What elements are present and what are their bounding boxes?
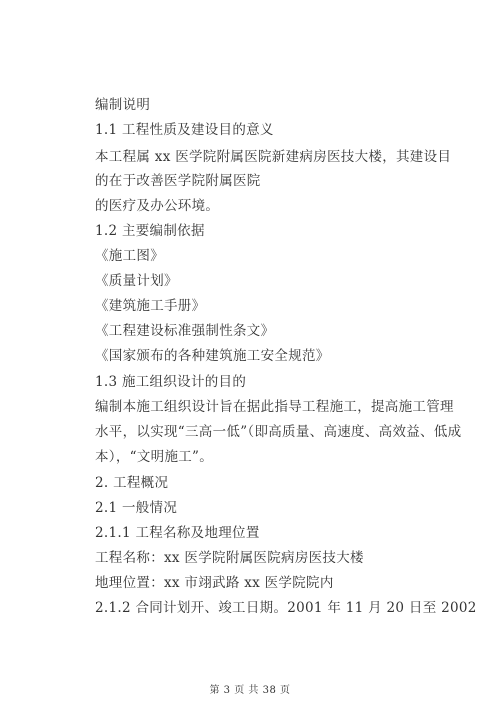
paragraph-line: 水平，以实现“三高一低”（即高质量、高速度、高效益、低成 — [95, 424, 462, 440]
paragraph-line: 本工程属 xx 医学院附属医院新建病房医技大楼，其建设目 — [95, 149, 452, 165]
reference-item: 《建筑施工手册》 — [95, 298, 206, 314]
paragraph-line: 的在于改善医学院附属医院 — [95, 173, 261, 189]
reference-item: 《国家颁布的各种建筑施工安全规范》 — [95, 348, 330, 364]
reference-item: 《施工图》 — [95, 248, 164, 264]
heading-compile-notes: 编制说明 — [95, 97, 151, 113]
section-heading-1-3: 1.3 施工组织设计的目的 — [95, 374, 247, 390]
section-heading-2-1-2: 2.1.2 合同计划开、竣工日期。2001 年 11 月 20 日至 2002 — [95, 600, 477, 616]
section-heading-1-2: 1.2 主要编制依据 — [95, 223, 205, 239]
page-number-footer: 第 3 页 共 38 页 — [209, 685, 291, 696]
paragraph-line: 本），“文明施工”。 — [95, 449, 214, 465]
reference-item: 《质量计划》 — [95, 273, 178, 289]
reference-item: 《工程建设标准强制性条文》 — [95, 323, 275, 339]
section-heading-2: 2. 工程概况 — [95, 475, 169, 491]
project-name-line: 工程名称：xx 医学院附属医院病房医技大楼 — [95, 550, 364, 566]
section-heading-2-1: 2.1 一般情况 — [95, 500, 178, 516]
paragraph-line: 编制本施工组织设计旨在据此指导工程施工，提高施工管理 — [95, 399, 454, 415]
paragraph-line: 的医疗及办公环境。 — [95, 198, 220, 214]
section-heading-1-1: 1.1 工程性质及建设目的意义 — [95, 122, 274, 138]
section-heading-2-1-1: 2.1.1 工程名称及地理位置 — [95, 525, 260, 541]
project-location-line: 地理位置：xx 市翊武路 xx 医学院院内 — [95, 575, 334, 591]
